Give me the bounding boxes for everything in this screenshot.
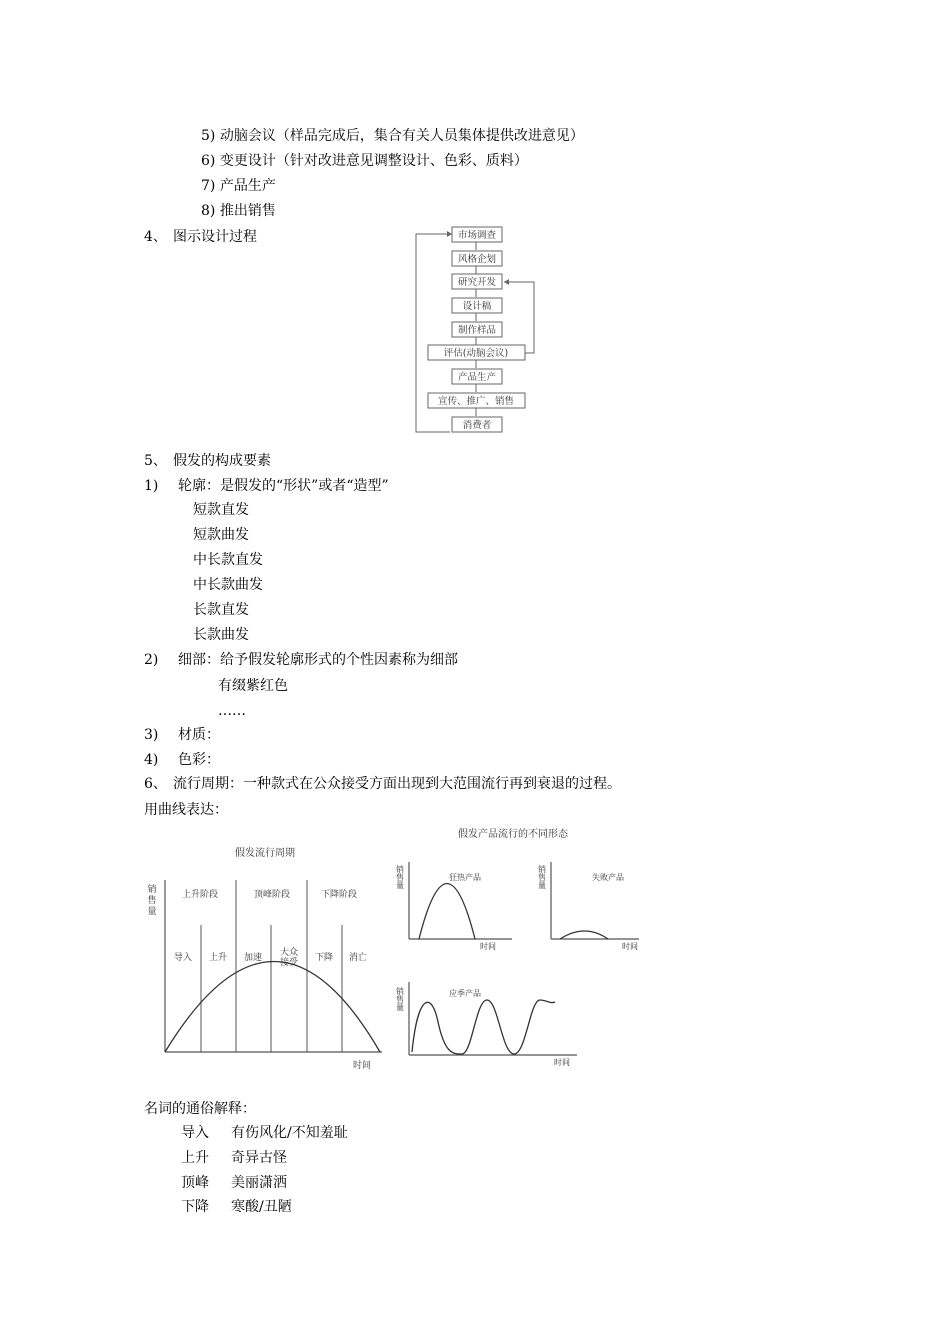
flow-box-promotion-sales xyxy=(428,393,525,408)
seasonal-y-label: 销售量 xyxy=(396,987,404,1012)
glossary-meaning: 奇异古怪 xyxy=(231,1150,287,1166)
outline-option: 长款直发 xyxy=(193,602,249,618)
forms-chart-title: 假发产品流行的不同形态 xyxy=(458,829,568,840)
detail-ellipsis: …… xyxy=(218,703,246,719)
cycle-x-label: 时间 xyxy=(352,1061,372,1071)
section-4-title: 图示设计过程 xyxy=(173,229,257,245)
section-6-number: 6、 xyxy=(144,776,167,792)
stage-label-die: 消亡 xyxy=(348,953,368,963)
glossary-term: 上升 xyxy=(181,1150,209,1166)
step-5: 5) 动脑会议（样品完成后，集合有关人员集体提供改进意见） xyxy=(201,128,584,144)
item-1-number: 1) xyxy=(144,478,159,494)
outline-option: 中长款曲发 xyxy=(193,577,263,593)
flow-feedback-line xyxy=(504,282,534,353)
item-2-number: 2) xyxy=(144,652,159,668)
glossary-term: 下降 xyxy=(181,1199,209,1215)
flow-box-make-sample xyxy=(452,322,502,337)
outline-option: 长款曲发 xyxy=(193,627,249,643)
section-5-number: 5、 xyxy=(144,453,167,469)
fad-x-label: 时间 xyxy=(480,942,496,951)
failure-y-label: 销售量 xyxy=(538,865,546,890)
phase-label-decline: 下降阶段 xyxy=(320,890,358,900)
flow-box-design-draft xyxy=(452,298,502,313)
svg-text:研究开发: 研究开发 xyxy=(457,277,497,288)
item-3-text: 材质： xyxy=(178,727,220,743)
item-4-number: 4) xyxy=(144,752,159,768)
stage-label-mass: 大众接受 xyxy=(279,948,299,968)
cycle-chart-title: 假发流行周期 xyxy=(235,848,295,859)
product-forms-chart xyxy=(390,822,650,1072)
step-7: 7) 产品生产 xyxy=(201,178,276,194)
flow-box-market-research xyxy=(452,227,502,242)
stage-label-accel: 加速 xyxy=(243,953,263,963)
section-4-number: 4、 xyxy=(144,229,167,245)
phase-label-peak: 顶峰阶段 xyxy=(253,890,291,900)
fad-label: 狂热产品 xyxy=(449,873,481,882)
step-6: 6) 变更设计（针对改进意见调整设计、色彩、质料） xyxy=(201,153,528,169)
svg-text:风格企划: 风格企划 xyxy=(457,254,497,265)
detail-option: 有缀紫红色 xyxy=(218,678,288,694)
svg-text:产品生产: 产品生产 xyxy=(457,372,497,383)
svg-text:评估(动脑会议): 评估(动脑会议) xyxy=(443,348,509,359)
fashion-cycle-chart xyxy=(140,835,390,1075)
seasonal-x-label: 时间 xyxy=(554,1058,570,1067)
failure-curve xyxy=(560,931,608,939)
phase-label-rise: 上升阶段 xyxy=(181,890,219,900)
glossary-title: 名词的通俗解释： xyxy=(144,1101,256,1117)
seasonal-label: 应季产品 xyxy=(449,989,481,998)
fad-curve xyxy=(419,884,475,940)
item-1-text: 轮廓：是假发的“形状”或者“造型” xyxy=(178,478,389,494)
stage-label-rise: 上升 xyxy=(208,953,228,963)
flow-box-style-planning xyxy=(452,251,502,266)
step-8: 8) 推出销售 xyxy=(201,203,276,219)
svg-text:制作样品: 制作样品 xyxy=(457,325,497,336)
outline-option: 短款曲发 xyxy=(193,527,249,543)
design-process-flowchart xyxy=(400,222,560,437)
outline-option: 短款直发 xyxy=(193,502,249,518)
outline-option: 中长款直发 xyxy=(193,552,263,568)
svg-text:设计稿: 设计稿 xyxy=(462,301,492,312)
svg-text:宣传、推广、销售: 宣传、推广、销售 xyxy=(437,396,515,407)
cycle-y-label: 销售量 xyxy=(147,885,157,917)
glossary-term: 顶峰 xyxy=(181,1175,209,1191)
cycle-curve xyxy=(165,962,380,1053)
flow-box-rnd xyxy=(452,274,502,289)
section-5-title: 假发的构成要素 xyxy=(173,453,271,469)
failure-label: 失败产品 xyxy=(592,873,624,882)
section-6-text: 流行周期：一种款式在公众接受方面出现到大范围流行再到衰退的过程。 xyxy=(173,776,621,792)
svg-text:消费者: 消费者 xyxy=(462,420,492,431)
stage-label-decline: 下降 xyxy=(314,953,334,963)
glossary-meaning: 美丽潇洒 xyxy=(231,1175,287,1191)
fad-y-label: 销售量 xyxy=(396,865,404,890)
item-2-text: 细部：给予假发轮廓形式的个性因素称为细部 xyxy=(178,652,458,668)
flow-box-evaluation xyxy=(428,345,525,360)
flow-box-production xyxy=(452,369,502,384)
item-4-text: 色彩： xyxy=(178,752,220,768)
stage-label-intro: 导入 xyxy=(173,953,193,963)
glossary-meaning: 有伤风化/不知羞耻 xyxy=(231,1125,348,1141)
glossary-term: 导入 xyxy=(181,1125,209,1141)
seasonal-curve xyxy=(412,1000,555,1054)
section-6-curve-intro: 用曲线表达： xyxy=(144,802,228,818)
glossary-meaning: 寒酸/丑陋 xyxy=(231,1199,292,1215)
failure-x-label: 时间 xyxy=(622,942,638,951)
item-3-number: 3) xyxy=(144,727,159,743)
svg-text:市场调查: 市场调查 xyxy=(457,230,497,241)
flow-box-consumer xyxy=(452,417,502,432)
